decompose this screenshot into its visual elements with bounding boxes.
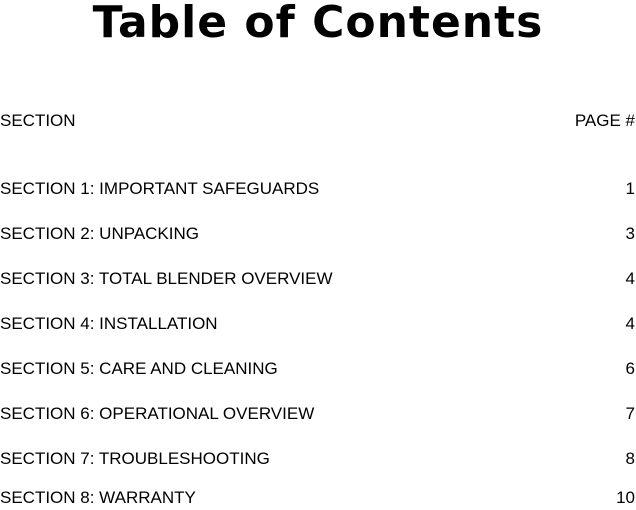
toc-entry-page[interactable]: 4 [625,314,635,333]
toc-entry-label[interactable]: SECTION 8: WARRANTY [0,488,196,507]
toc-entry[interactable] [0,447,636,471]
section-column-header: SECTION [0,111,76,130]
toc-entry[interactable] [0,267,636,291]
toc-entry-label[interactable]: SECTION 2: UNPACKING [0,224,199,243]
toc-entry[interactable] [0,312,636,336]
toc-entry-page[interactable]: 7 [625,404,635,423]
toc-entry-label[interactable]: SECTION 1: IMPORTANT SAFEGUARDS [0,179,320,198]
toc-entry-label[interactable]: SECTION 5: CARE AND CLEANING [0,359,278,378]
toc-entry-page[interactable]: 4 [625,269,635,288]
toc-header-row [0,109,636,133]
toc-entry-page[interactable]: 6 [625,359,635,378]
toc-entry-page[interactable]: 3 [625,224,635,243]
toc-entry[interactable] [0,402,636,426]
toc-entry[interactable] [0,486,636,510]
toc-entry-label[interactable]: SECTION 6: OPERATIONAL OVERVIEW [0,404,315,423]
toc-entry-page[interactable]: 10 [616,488,635,507]
toc-entry-label[interactable]: SECTION 3: TOTAL BLENDER OVERVIEW [0,269,333,288]
toc-entry[interactable] [0,222,636,246]
toc-entry-page[interactable]: 8 [625,449,635,468]
toc-entry-label[interactable]: SECTION 4: INSTALLATION [0,314,218,333]
toc-entry-page[interactable]: 1 [625,179,635,198]
toc-entry-label[interactable]: SECTION 7: TROUBLESHOOTING [0,449,270,468]
page-title: Table of Contents [92,0,544,48]
page-column-header: PAGE # [574,111,635,130]
toc-entry[interactable] [0,357,636,381]
toc-entry[interactable] [0,177,636,201]
